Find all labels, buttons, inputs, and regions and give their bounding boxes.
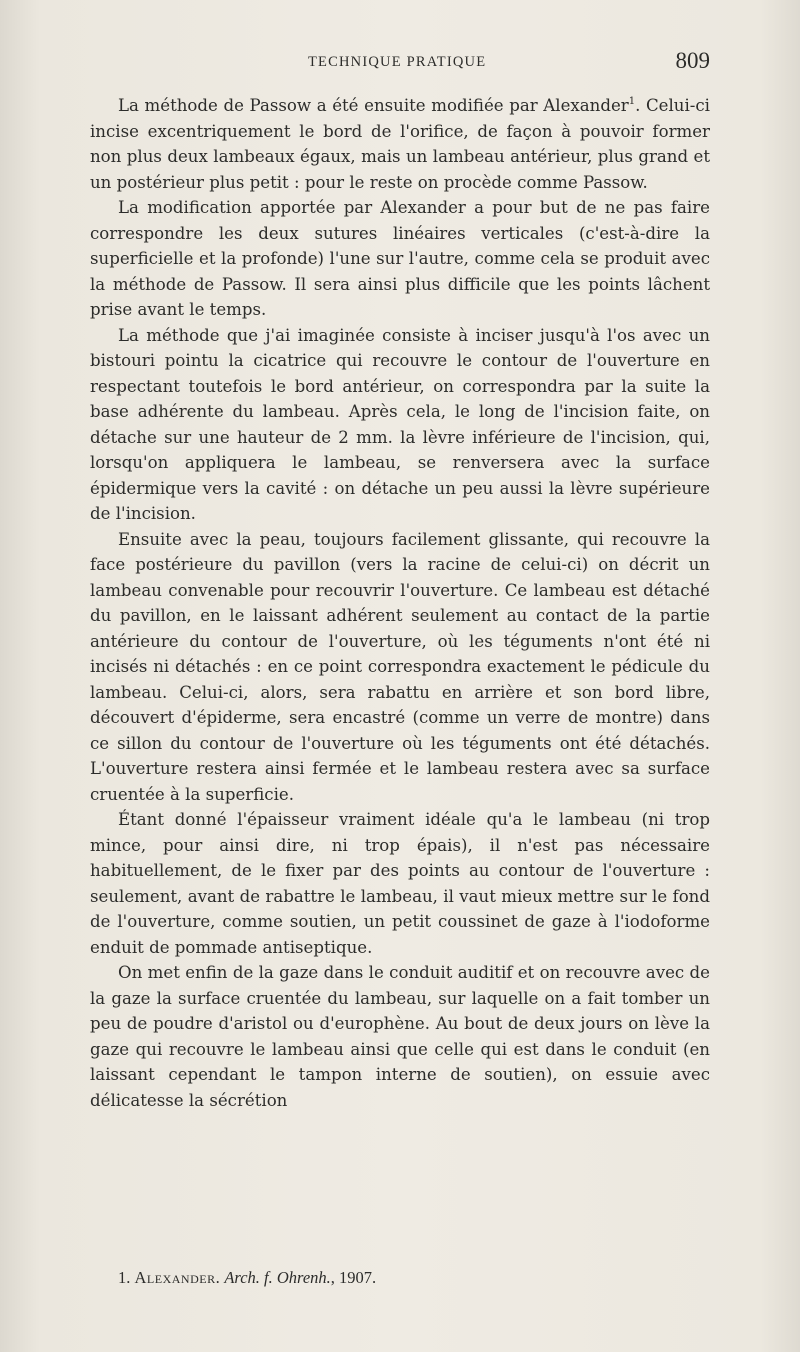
footnote-reference[interactable]: 1 [628,96,636,107]
paragraph-5: Étant donné l'épaisseur vraiment idéale qu'a le lambeau (ni trop mince, pour ainsi dire, ni trop épais), il n'est pas nécessaire habituellement, de le fixer par des points au contour de l'ouverture : seulement, avant de rabattre le lambeau, il vaut mieux mettre sur le fond de l'ouverture, comme soutien, un petit coussinet de gaze à l'iodoforme enduit de pommade antiseptique. [90,810,710,957]
running-head: TECHNIQUE PRATIQUE [308,54,487,70]
paragraph-4: Ensuite avec la peau, toujours facilement glissante, qui recouvre la face postérieure du pavillon (vers la racine de celui-ci) on décrit un lambeau convenable pour recouvrir l'ouverture. Ce lambeau est détaché du pavillon, en le laissant adhérent seulement au contact de la partie antérieure du contour de l'ouverture, où les téguments n'ont été ni incisés ni détachés : en ce point correspondra exactement le pédicule du lambeau. Celui-ci, alors, sera rabattu en arrière et son bord libre, découvert d'épiderme, sera encastré (comme un verre de montre) dans ce sillon du contour de l'ouverture où les téguments ont été détachés. L'ouverture restera ainsi fermée et le lambeau restera avec sa surface cruentée à la superficie. [90,529,710,804]
page-number: 809 [675,48,710,73]
footnote-author: Alexander. [134,1268,221,1287]
footnote-journal: Arch. f. Ohrenh. [224,1268,331,1287]
footnote-number: 1. [118,1268,131,1287]
paragraph-1 [90,93,710,195]
paragraph-1-text: La méthode de Passow a été ensuite modifiée par Alexander [118,96,629,115]
body-text [90,93,710,1113]
paragraph-6: On met enfin de la gaze dans le conduit auditif et on recouvre avec de la gaze la surface cruentée du lambeau, sur laquelle on a fait tomber un peu de poudre d'aristol ou d'europhène. Au bout de deux jours on lève la gaze qui recouvre le lambeau ainsi que celle qui est dans le conduit (en laissant cependant le tampon interne de soutien), on essuie avec délicatesse la sécrétion [90,963,710,1110]
footnote-year: , 1907. [330,1268,377,1287]
footnote [118,1268,376,1288]
page-header [90,50,712,80]
paragraph-1-continuation: . Celui-ci incise excentriquement le bord de l'orifice, de façon à pouvoir former non plus deux lambeaux égaux, mais un lambeau antérieur, plus grand et un postérieur plus petit : pour le reste on procède comme Passow. [90,96,710,192]
paragraph-2: La modification apportée par Alexander a pour but de ne pas faire correspondre les deux sutures linéaires verticales (c'est-à-dire la superficielle et la profonde) l'une sur l'autre, comme cela se produit avec la méthode de Passow. Il sera ainsi plus difficile que les points lâchent prise avant le temps. [90,198,710,319]
paragraph-3: La méthode que j'ai imaginée consiste à inciser jusqu'à l'os avec un bistouri pointu la cicatrice qui recouvre le contour de l'ouverture en respectant toutefois le bord antérieur, on correspondra par la suite la base adhérente du lambeau. Après cela, le long de l'incision faite, on détache sur une hauteur de 2 mm. la lèvre inférieure de l'incision, qui, lorsqu'on appliquera le lambeau, se renversera avec la surface épidermique vers la cavité : on détache un peu aussi la lèvre supérieure de l'incision. [90,325,710,523]
